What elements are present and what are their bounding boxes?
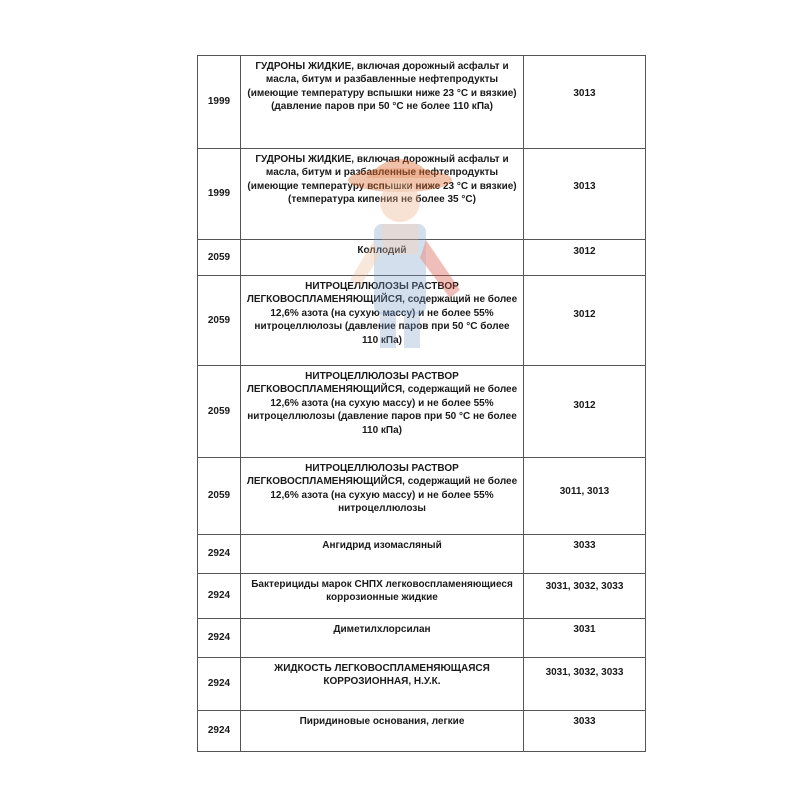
un-number-cell: 2924 bbox=[198, 711, 241, 752]
code-cell bbox=[524, 56, 646, 149]
substance-name-cell: НИТРОЦЕЛЛЮЛОЗЫ РАСТВОР ЛЕГКОВОСПЛАМЕНЯЮЩИЙСЯ, содержащий не более 12,6% азота (на сухую массу) и не более 55% нитроцеллюлозы (давление паров при 50 °C более 110 кПа) bbox=[241, 276, 524, 366]
code-value: 3033 bbox=[573, 716, 596, 727]
code-cell bbox=[524, 366, 646, 458]
table-row bbox=[198, 619, 646, 658]
code-value: 3031, 3032, 3033 bbox=[545, 581, 624, 592]
code-cell bbox=[524, 619, 646, 658]
code-cell bbox=[524, 658, 646, 711]
code-cell bbox=[524, 149, 646, 240]
un-number-cell: 2059 bbox=[198, 366, 241, 458]
code-cell bbox=[524, 240, 646, 276]
substance-name-cell: Пиридиновые основания, легкие bbox=[241, 711, 524, 752]
code-value: 3013 bbox=[573, 88, 596, 99]
dangerous-goods-table bbox=[197, 55, 646, 752]
substance-name-cell: ЖИДКОСТЬ ЛЕГКОВОСПЛАМЕНЯЮЩАЯСЯ КОРРОЗИОННАЯ, Н.У.К. bbox=[241, 658, 524, 711]
substance-name-cell: ГУДРОНЫ ЖИДКИЕ, включая дорожный асфальт и масла, битум и разбавленные нефтепродукты (имеющие температуру вспышки ниже 23 °C и вязкие) (давление паров при 50 °C не более 110 кПа) bbox=[241, 56, 524, 149]
substance-name-cell: НИТРОЦЕЛЛЮЛОЗЫ РАСТВОР ЛЕГКОВОСПЛАМЕНЯЮЩИЙСЯ, содержащий не более 12,6% азота (на сухую массу) и не более 55% нитроцеллюлозы (давление паров при 50 °C не более 110 кПа) bbox=[241, 366, 524, 458]
code-cell bbox=[524, 535, 646, 574]
un-number-cell: 2924 bbox=[198, 619, 241, 658]
code-value: 3011, 3013 bbox=[559, 486, 610, 497]
table-row bbox=[198, 149, 646, 240]
table-row bbox=[198, 366, 646, 458]
table-row bbox=[198, 240, 646, 276]
substance-name-cell: НИТРОЦЕЛЛЮЛОЗЫ РАСТВОР ЛЕГКОВОСПЛАМЕНЯЮЩИЙСЯ, содержащий не более 12,6% азота (на сухую массу) и не более 55% нитроцеллюлозы bbox=[241, 458, 524, 535]
code-value: 3031, 3032, 3033 bbox=[545, 667, 624, 678]
code-value: 3031 bbox=[573, 624, 596, 635]
table-row bbox=[198, 658, 646, 711]
un-number-cell: 2059 bbox=[198, 276, 241, 366]
substance-name-cell: Диметилхлорсилан bbox=[241, 619, 524, 658]
table-row bbox=[198, 276, 646, 366]
code-value: 3013 bbox=[573, 181, 596, 192]
table-row bbox=[198, 711, 646, 752]
un-number-cell: 2924 bbox=[198, 535, 241, 574]
substance-name-cell: Коллодий bbox=[241, 240, 524, 276]
code-value: 3012 bbox=[573, 246, 596, 257]
code-value: 3033 bbox=[573, 540, 596, 551]
table-row bbox=[198, 574, 646, 619]
code-cell bbox=[524, 276, 646, 366]
substance-name-cell: Ангидрид изомасляный bbox=[241, 535, 524, 574]
code-value: 3012 bbox=[573, 400, 596, 411]
table-row bbox=[198, 535, 646, 574]
un-number-cell: 1999 bbox=[198, 149, 241, 240]
substance-name-cell: Бактерициды марок СНПХ легковоспламеняющиеся коррозионные жидкие bbox=[241, 574, 524, 619]
table-row bbox=[198, 458, 646, 535]
code-value: 3012 bbox=[573, 309, 596, 320]
code-cell bbox=[524, 711, 646, 752]
un-number-cell: 2924 bbox=[198, 658, 241, 711]
substance-name-cell: ГУДРОНЫ ЖИДКИЕ, включая дорожный асфальт и масла, битум и разбавленные нефтепродукты (имеющие температуру вспышки ниже 23 °C и вязкие) (температура кипения не более 35 °C) bbox=[241, 149, 524, 240]
table-row bbox=[198, 56, 646, 149]
un-number-cell: 2059 bbox=[198, 240, 241, 276]
un-number-cell: 2059 bbox=[198, 458, 241, 535]
un-number-cell: 2924 bbox=[198, 574, 241, 619]
code-cell bbox=[524, 574, 646, 619]
code-cell bbox=[524, 458, 646, 535]
un-number-cell: 1999 bbox=[198, 56, 241, 149]
